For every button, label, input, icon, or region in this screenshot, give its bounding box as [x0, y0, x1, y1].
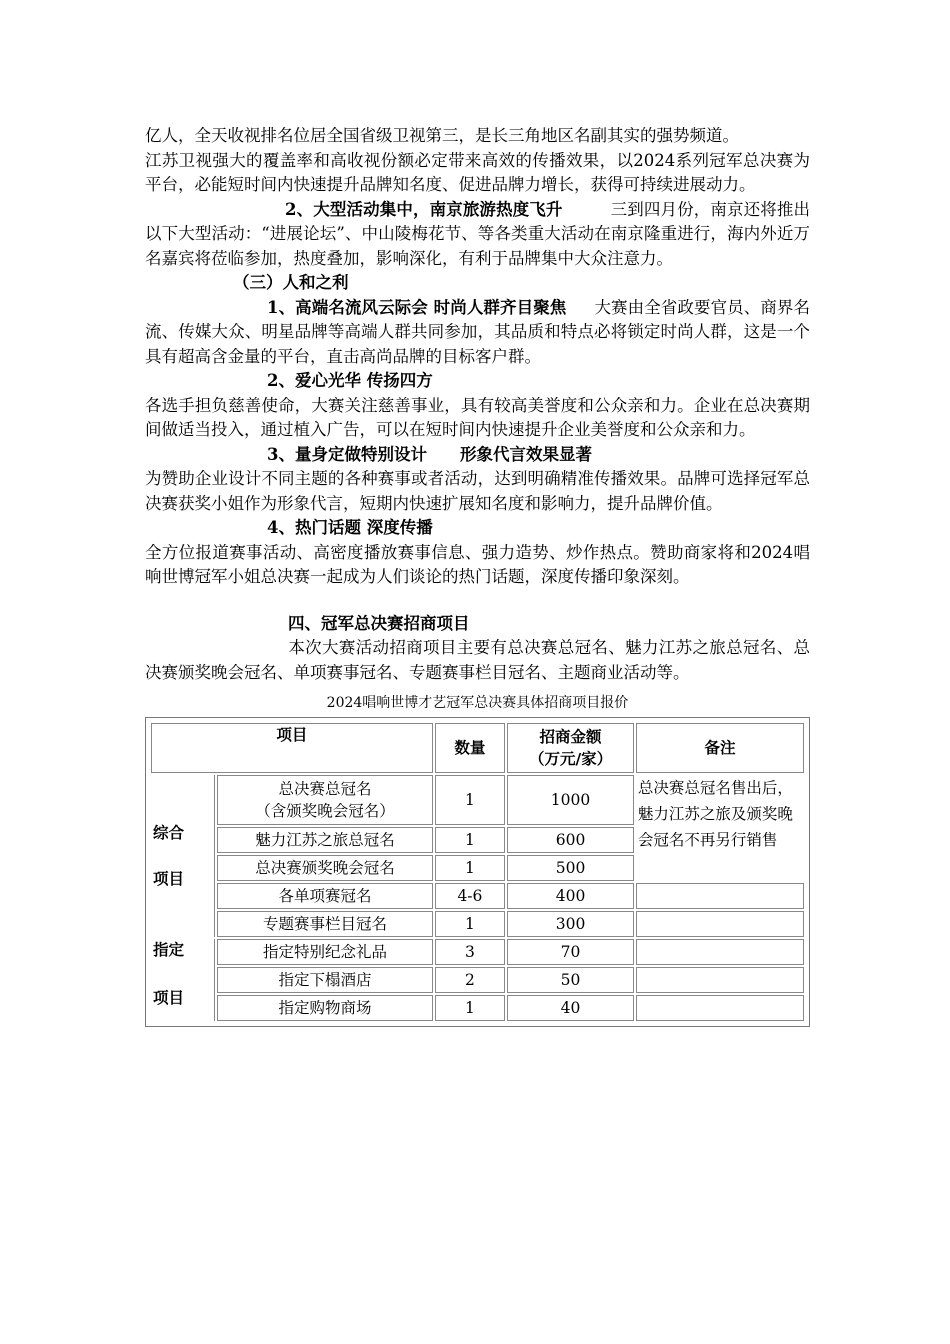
row-amount: 70: [507, 939, 634, 965]
row-qty: 4-6: [435, 883, 505, 909]
header-amount: 招商金额 （万元/家）: [507, 723, 634, 773]
table-caption: 2024唱响世博才艺冠军总决赛具体招商项目报价: [326, 695, 629, 711]
table-row: [151, 939, 804, 965]
row-qty: 2: [435, 967, 505, 993]
section-4-body: 本次大赛活动招商项目主要有总决赛总冠名、魅力江苏之旅总冠名、总决赛颁奖晚会冠名、单项赛事冠名、专题赛事栏目冠名、主题商业活动等。: [145, 638, 810, 682]
row-item-name: 指定特别纪念礼品: [217, 939, 432, 965]
row-item-name: 各单项赛冠名: [217, 883, 432, 909]
category-designated: 指定 项目: [151, 939, 215, 1021]
row-amount: 400: [507, 883, 634, 909]
section-3-body-4: 全方位报道赛事活动、高密度播放赛事信息、强力造势、炒作热点。赞助商家将和2024唱响世博冠军小姐总决赛一起成为人们谈论的热门话题，深度传播印象深刻。: [145, 542, 810, 586]
row-qty: 3: [435, 939, 505, 965]
section-3-item-1: [145, 296, 810, 370]
row-item-name: 指定购物商场: [217, 995, 432, 1021]
section-4-title: 四、冠军总决赛招商项目: [288, 613, 470, 633]
intro-paragraph-2: 江苏卫视强大的覆盖率和高收视份额必定带来高效的传播效果，以2024系列冠军总决赛为平台，必能短时间内快速提升品牌知名度、促进品牌力增长，获得可持续进展动力。: [145, 150, 810, 194]
header-note: 备注: [636, 723, 804, 773]
section-3-heading-1: 1、高端名流风云际会 时尚人群齐目聚焦: [267, 297, 567, 317]
pricing-table: [145, 717, 810, 1027]
row-note: 总决赛总冠名售出后，魅力江苏之旅及颁奖晚会冠名不再另行销售: [637, 779, 793, 849]
row-qty: 1: [435, 827, 505, 853]
row-note: [636, 883, 804, 909]
table-row: [151, 911, 804, 937]
row-qty: 1: [435, 855, 505, 881]
row-note: [636, 911, 804, 937]
section-3-body-1: 大赛由全省政要官员、商界名流、传媒大众、明星品牌等高端人群共同参加，其品质和特点必将锁定时尚人群，这是一个具有超高含金量的平台，直击高尚品牌的目标客户群。: [145, 297, 810, 366]
section-3-body-3: 为赞助企业设计不同主题的各种赛事或者活动，达到明确精准传播效果。品牌可选择冠军总决赛获奖小姐作为形象代言，短期内快速扩展知名度和影响力，提升品牌价值。: [145, 469, 810, 513]
row-item-name: 总决赛颁奖晚会冠名: [217, 855, 432, 881]
document-page: [145, 124, 810, 1027]
section-3-heading-4: 4、热门话题 深度传播: [267, 518, 433, 537]
section-3-title: （三）人和之利: [233, 273, 349, 292]
table-row: [151, 995, 804, 1021]
row-amount: 1000: [507, 775, 634, 825]
row-amount: 500: [507, 855, 634, 881]
section-3-heading-2: 2、爱心光华 传扬四方: [267, 371, 433, 390]
table-header-row: [151, 723, 804, 773]
row-qty: 1: [435, 911, 505, 937]
section-2-heading: 2、大型活动集中，南京旅游热度飞升: [285, 199, 563, 219]
row-note: [636, 939, 804, 965]
row-item-name: 专题赛事栏目冠名: [217, 911, 432, 937]
section-3-body-2: 各选手担负慈善使命，大赛关注慈善事业，具有较高美誉度和公众亲和力。企业在总决赛期间做适当投入，通过植入广告，可以在短时间内快速提升企业美誉度和公众亲和力。: [145, 395, 810, 439]
section-3-heading-3: 3、量身定做特别设计 形象代言效果显著: [267, 444, 592, 464]
section-2-paragraph: [145, 198, 810, 272]
row-note: [636, 967, 804, 993]
table-row: [151, 775, 804, 825]
row-item-name: 指定下榻酒店: [217, 967, 432, 993]
table-row: [151, 967, 804, 993]
row-amount: 600: [507, 827, 634, 853]
row-qty: 1: [435, 995, 505, 1021]
section-2-body: 三到四月份，南京还将推出以下大型活动：“进展论坛”、中山陵梅花节、等各类重大活动在南京隆重进行，海内外近万名嘉宾将莅临参加，热度叠加，影响深化，有利于品牌集中大众注意力。: [145, 199, 811, 268]
row-item-name: 魅力江苏之旅总冠名: [217, 827, 432, 853]
row-amount: 40: [507, 995, 634, 1021]
row-amount: 50: [507, 967, 634, 993]
header-qty: 数量: [435, 723, 505, 773]
intro-paragraph-1: 亿人，全天收视排名位居全国省级卫视第三，是长三角地区名副其实的强势频道。: [145, 126, 739, 145]
table-row: [151, 883, 804, 909]
row-amount: 300: [507, 911, 634, 937]
header-item: 项目: [151, 723, 433, 773]
category-comprehensive: 综合 项目: [151, 775, 215, 937]
row-item-name: 总决赛总冠名 （含颁奖晚会冠名）: [217, 775, 432, 825]
row-note: [636, 995, 804, 1021]
row-qty: 1: [435, 775, 505, 825]
